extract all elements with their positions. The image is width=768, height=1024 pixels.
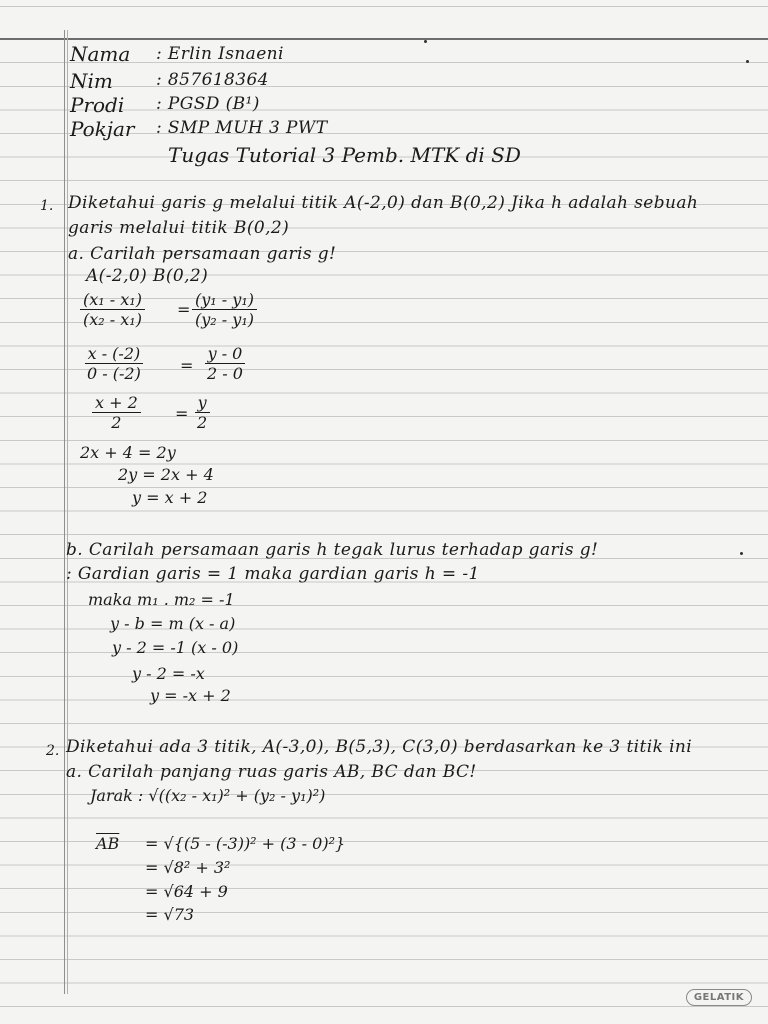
nama-value: : Erlin Isnaeni [156, 44, 284, 64]
ab-step-1: = √{(5 - (-3))² + (3 - 0)²} [145, 834, 346, 853]
q1-points: A(-2,0) B(0,2) [86, 266, 209, 286]
equals-sign: = [177, 300, 191, 319]
fraction-x-substituted [84, 344, 144, 383]
q1b-step-3: y - 2 = -1 (x - 0) [112, 638, 239, 657]
margin-line-inner [67, 30, 68, 994]
fraction-numerator: (y₁ - y₁) [192, 290, 257, 310]
q2-number: 2. [46, 743, 60, 759]
distance-formula: Jarak : √((x₂ - x₁)² + (y₂ - y₁)²) [90, 786, 326, 805]
fraction-denominator: (y₂ - y₁) [195, 310, 254, 329]
ink-dot [740, 552, 743, 555]
prodi-value: : PGSD (B¹) [156, 94, 260, 114]
fraction-denominator: 2 [111, 413, 122, 432]
fraction-numerator: x - (-2) [85, 344, 144, 364]
pokjar-label: Pokjar [70, 117, 135, 141]
fraction-denominator: 0 - (-2) [87, 364, 141, 383]
fraction-numerator: (x₁ - x₁) [80, 290, 145, 310]
header-rule [0, 38, 768, 40]
q1b-step-5: y = -x + 2 [150, 686, 231, 705]
prodi-label: Prodi [70, 93, 125, 117]
equation-step-1: 2x + 4 = 2y [80, 443, 176, 462]
q1b-step-1: maka m₁ . m₂ = -1 [88, 590, 235, 609]
ab-step-3: = √64 + 9 [145, 882, 228, 901]
assignment-title: Tugas Tutorial 3 Pemb. MTK di SD [168, 143, 521, 167]
q1-gradient-note: : Gardian garis = 1 maka gardian garis h = -1 [66, 564, 480, 584]
q1b-step-2: y - b = m (x - a) [110, 614, 236, 633]
equation-step-3: y = x + 2 [132, 488, 208, 507]
gelatik-logo: GELATIK [686, 989, 752, 1006]
q2-statement: Diketahui ada 3 titik, A(-3,0), B(5,3), C(3,0) berdasarkan ke 3 titik ini [66, 737, 693, 757]
fraction-y-general [192, 290, 257, 329]
nim-value: : 857618364 [156, 70, 269, 90]
fraction-y-substituted [204, 344, 246, 383]
ink-dot [746, 60, 749, 63]
q1-number: 1. [40, 198, 54, 214]
q1b-step-4: y - 2 = -x [132, 664, 205, 683]
fraction-numerator: x + 2 [92, 393, 141, 413]
fraction-numerator: y [195, 393, 210, 413]
q1-statement-line2: garis melalui titik B(0,2) [68, 218, 290, 238]
segment-ab-label: $\overline{AB}$ [96, 834, 120, 853]
q1-part-b: b. Carilah persamaan garis h tegak lurus terhadap garis g! [66, 540, 599, 560]
q1-part-a: a. Carilah persamaan garis g! [68, 244, 337, 264]
pokjar-value: : SMP MUH 3 PWT [156, 118, 328, 138]
fraction-x-general [80, 290, 145, 329]
q1-statement-line1: Diketahui garis g melalui titik A(-2,0) dan B(0,2) Jika h adalah sebuah [68, 193, 699, 213]
fraction-denominator: (x₂ - x₁) [83, 310, 142, 329]
nama-label: Nama [70, 42, 131, 66]
equals-sign: = [180, 356, 194, 375]
q2-part-a: a. Carilah panjang ruas garis AB, BC dan BC! [66, 762, 477, 782]
fraction-denominator: 2 [197, 413, 208, 432]
ab-step-4: = √73 [145, 905, 195, 924]
nim-label: Nim [70, 69, 113, 93]
fraction-denominator: 2 - 0 [207, 364, 243, 383]
equals-sign: = [175, 404, 189, 423]
ink-dot [424, 40, 427, 43]
equation-step-2: 2y = 2x + 4 [118, 465, 214, 484]
fraction-numerator: y - 0 [205, 344, 246, 364]
fraction-y-simplified [194, 393, 210, 432]
margin-line [64, 30, 65, 994]
ab-step-2: = √8² + 3² [145, 858, 231, 877]
fraction-x-simplified [92, 393, 141, 432]
